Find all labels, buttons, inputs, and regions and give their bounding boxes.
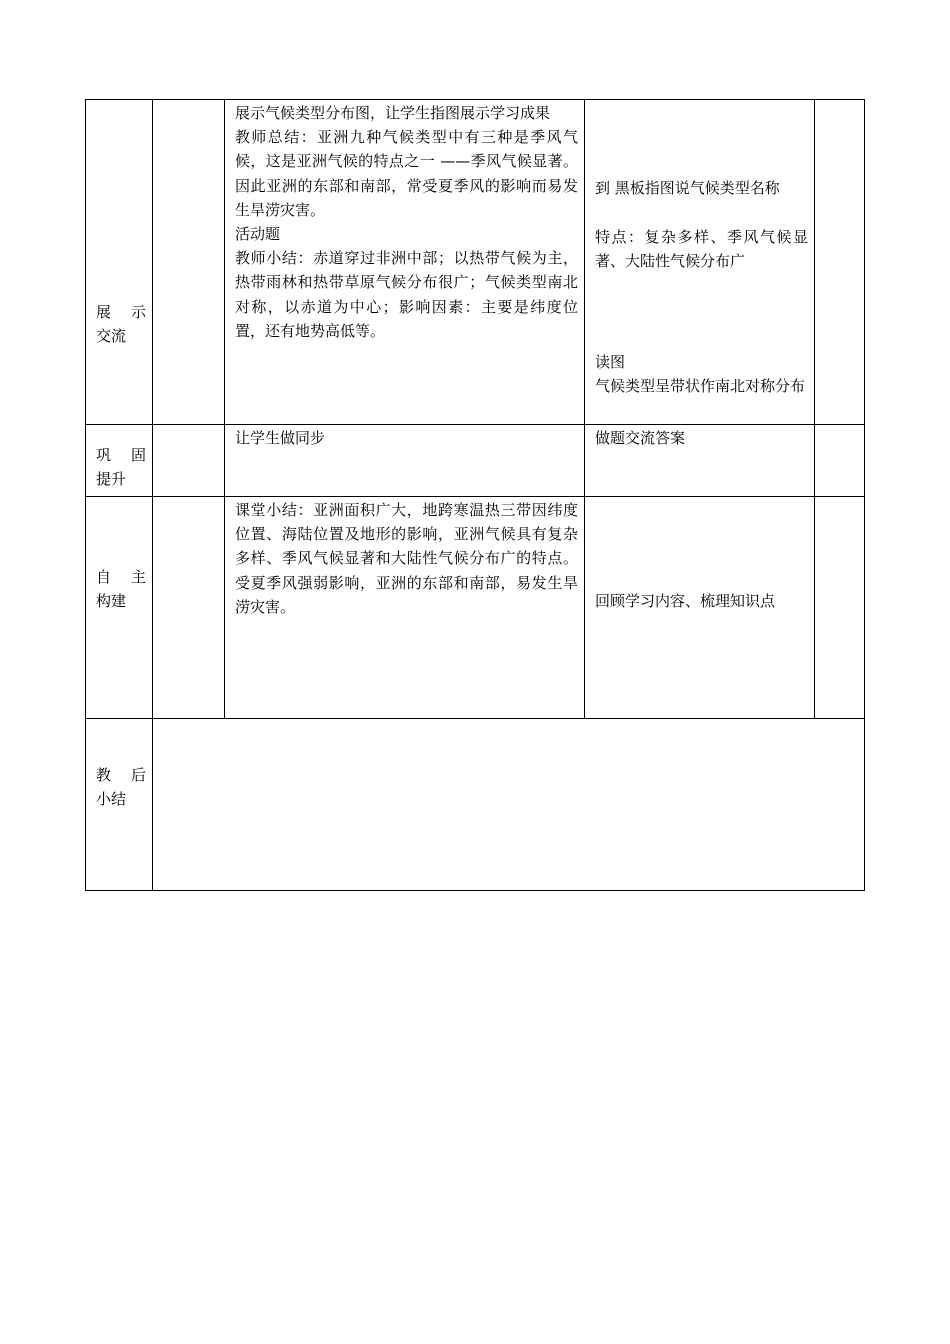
teacher-activity-cell [224, 424, 584, 496]
lesson-plan-table [85, 99, 865, 891]
table-row-self-build [85, 496, 865, 718]
paragraph: 展示气候类型分布图，让学生指图展示学习成果 [235, 104, 551, 122]
label-text: 小结 [96, 790, 127, 808]
label-char: 示 [130, 303, 146, 321]
row-label [96, 300, 146, 348]
paragraph: 教师总结：亚洲九种气候类型中有三种是季风气候，这是亚洲气候的特点之一 ——季风气候显著。因此亚洲的东部和南部，常受夏季风的影响而易发生旱涝灾害。 [235, 128, 578, 219]
row-label-cell [85, 424, 152, 496]
label-text: 交流 [96, 327, 127, 345]
student-activity-text: 特点：复杂多样、季风气候显著、大陆性气候分布广 [595, 228, 808, 271]
teacher-activity-text: 让学生做同步 [235, 429, 326, 447]
table-row-consolidate [85, 424, 865, 496]
label-text: 提升 [96, 470, 127, 488]
label-char: 自 [96, 568, 112, 586]
paragraph: 活动题 [235, 225, 281, 244]
student-activity-cell [584, 496, 814, 718]
paragraph: 教师小结：赤道穿过非洲中部；以热带气候为主，热带雨林和热带草原气候分布很广；气候类型南北对称，以赤道为中心；影响因素：主要是纬度位置，还有地势高低等。 [235, 249, 578, 340]
teacher-activity-cell [224, 99, 584, 424]
table-row-post-teaching-summary [85, 718, 865, 891]
student-activity-text: 做题交流答案 [595, 429, 686, 447]
teacher-activity-cell [224, 496, 584, 718]
student-activity-text: 气候类型呈带状作南北对称分布 [595, 377, 806, 395]
label-char: 后 [130, 766, 146, 784]
label-text: 构建 [96, 592, 127, 610]
row-label [96, 565, 146, 613]
row-label-cell [85, 496, 152, 718]
student-activity-text: 回顾学习内容、梳理知识点 [595, 592, 776, 610]
teacher-activity-text: 课堂小结：亚洲面积广大，地跨寒温热三带因纬度位置、海陆位置及地形的影响，亚洲气候具有复杂多样、季风气候显著和大陆性气候分布广的特点。受夏季风强弱影响，亚洲的东部和南部，易发生旱涝灾害。 [235, 501, 578, 616]
row-label [96, 763, 146, 811]
table-row-display-exchange [85, 99, 865, 424]
row-label-cell [85, 718, 152, 891]
empty-cell [152, 424, 224, 496]
student-activity-cell [584, 99, 814, 424]
empty-cell [152, 496, 224, 718]
empty-cell [814, 496, 865, 718]
row-label [96, 443, 146, 491]
teacher-activity-text [235, 101, 578, 343]
summary-content-cell [152, 718, 865, 891]
label-char: 展 [96, 303, 112, 321]
student-activity-cell [584, 424, 814, 496]
student-activity-text: 读图 [595, 353, 626, 371]
label-char: 主 [130, 568, 146, 586]
label-char: 教 [96, 766, 112, 784]
empty-cell [152, 99, 224, 424]
row-label-cell [85, 99, 152, 424]
empty-cell [814, 99, 865, 424]
label-char: 固 [130, 446, 146, 464]
student-activity-text: 到 黑板指图说气候类型名称 [595, 179, 780, 197]
empty-cell [814, 424, 865, 496]
label-char: 巩 [96, 446, 112, 464]
